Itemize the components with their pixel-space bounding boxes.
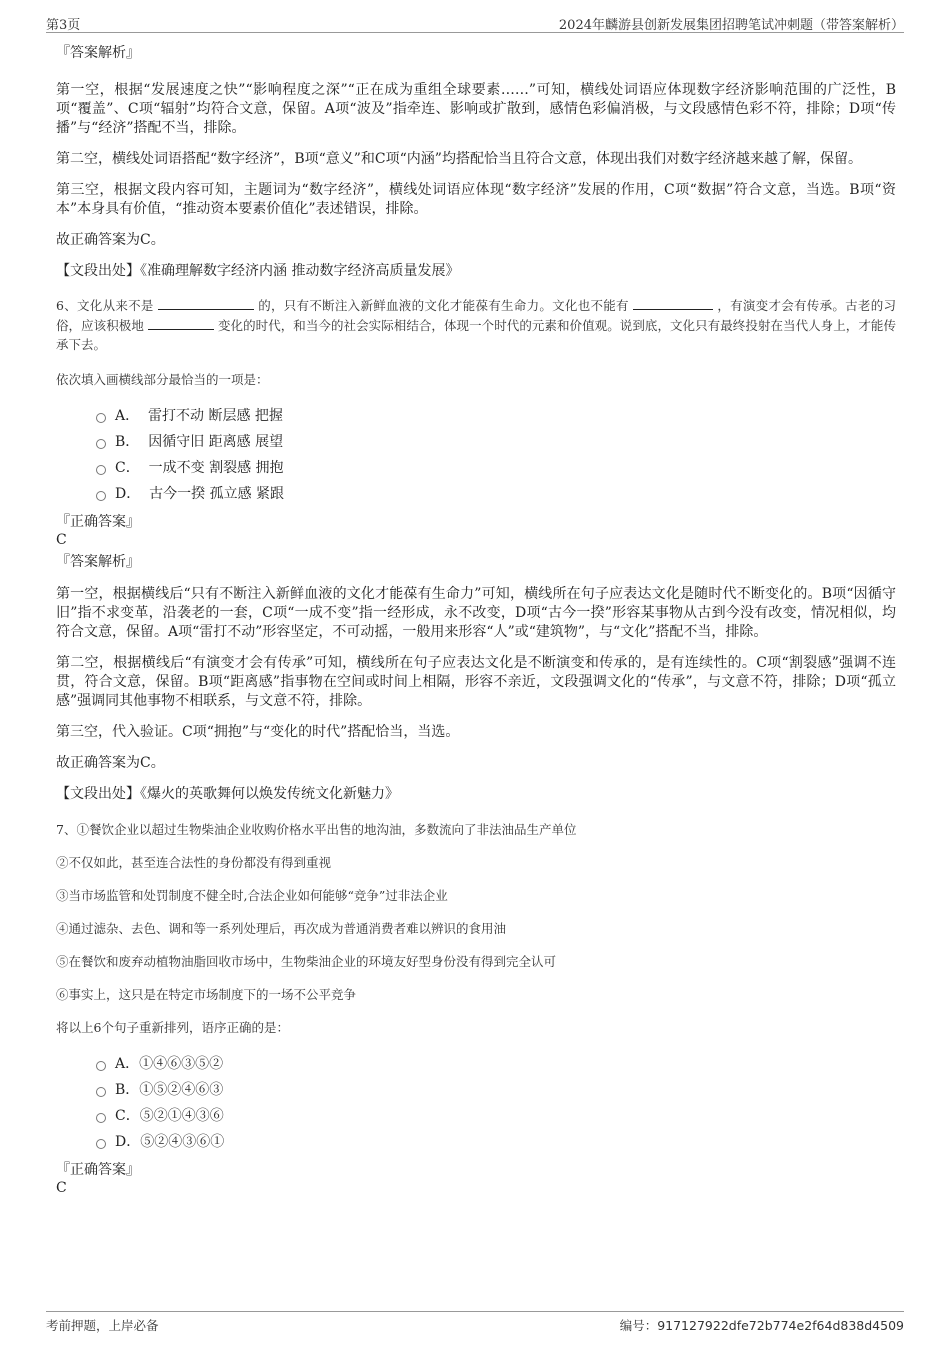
page-number: 第3页 — [46, 18, 81, 33]
radio-icon[interactable] — [96, 1087, 106, 1097]
sentence-1: 7、①餐饮企业以超过生物柴油企业收购价格水平出售的地沟油，多数流向了非法油品生产单位 — [56, 822, 577, 837]
question-prompt: 依次填入画横线部分最恰当的一项是： — [56, 372, 269, 387]
sentence-3: ③当市场监管和处罚制度不健全时,合法企业如何能够“竞争”过非法企业 — [56, 888, 448, 903]
conclusion: 故正确答案为C。 — [56, 755, 165, 771]
correct-answer-label: 『正确答案』 — [56, 1162, 140, 1178]
document-title: 2024年麟游县创新发展集团招聘笔试冲刺题（带答案解析） — [558, 18, 904, 33]
analysis-paragraph: 第一空，根据“发展速度之快”“影响程度之深”“正在成为重组全球要素……”可知，横线处词语应体现数字经济影响范围的广泛性，B项“覆盖”、C项“辐射”均符合文意，保留。A项“波及”指牵连、影响或扩散到，感情色彩偏消极，与文段感情色彩不符，排除；D项“传播”与“经济”搭配不当，排除。 — [56, 82, 896, 136]
sentence-5: ⑤在餐饮和废弃动植物油脂回收市场中，生物柴油企业的环境友好型身份没有得到完全认可 — [56, 954, 557, 969]
correct-answer-label: 『正确答案』 — [56, 514, 140, 530]
radio-icon[interactable] — [96, 1139, 106, 1149]
correct-answer: C — [56, 1180, 67, 1196]
passage-source: 【文段出处】《准确理解数字经济内涵 推动数字经济高质量发展》 — [56, 263, 460, 279]
passage-source: 【文段出处】《爆火的英歌舞何以焕发传统文化新魅力》 — [56, 786, 399, 802]
page-footer — [46, 1311, 904, 1336]
conclusion: 故正确答案为C。 — [56, 232, 165, 248]
option-d[interactable]: D．⑤②④③⑥① — [56, 1129, 896, 1155]
analysis-paragraph: 第二空，横线处词语搭配“数字经济”，B项“意义”和C项“内涵”均搭配恰当且符合文意，体现出我们对数字经济越来越了解，保留。 — [56, 151, 862, 167]
option-list — [56, 403, 896, 507]
correct-answer: C — [56, 532, 67, 548]
radio-icon[interactable] — [96, 465, 106, 475]
answer-blank — [158, 295, 254, 310]
option-a[interactable]: A． 雷打不动 断层感 把握 — [56, 403, 896, 429]
radio-icon[interactable] — [96, 491, 106, 501]
option-c[interactable]: C． 一成不变 割裂感 拥抱 — [56, 455, 896, 481]
radio-icon[interactable] — [96, 413, 106, 423]
analysis-paragraph: 第三空，根据文段内容可知，主题词为“数字经济”，横线处词语应体现“数字经济”发展的作用，C项“数据”符合文意，当选。B项“资本”本身具有价值，“推动资本要素价值化”表述错误，排除。 — [56, 182, 896, 217]
sentence-6: ⑥事实上，这只是在特定市场制度下的一场不公平竞争 — [56, 987, 357, 1002]
document-code: 编号：917127922dfe72b774e2f64d838d4509 — [619, 1318, 904, 1333]
option-list — [56, 1051, 896, 1155]
page-content — [56, 44, 896, 1197]
question-stem: 6、文化从来不是 的，只有不断注入新鲜血液的文化才能葆有生命力。文化也不能有 ，有演变才会有传承。古老的习俗，应该积极地 变化的时代，和当今的社会实际相结合，体现一个时代的元素和价值观。说到底，文化只有最终投射在当代人身上，才能传承下去。 — [56, 295, 896, 354]
analysis-paragraph: 第三空，代入验证。C项“拥抱”与“变化的时代”搭配恰当，当选。 — [56, 724, 460, 740]
analysis-paragraph: 第一空，根据横线后“只有不断注入新鲜血液的文化才能葆有生命力”可知，横线所在句子应表达文化是随时代不断变化的。B项“因循守旧”指不求变革，沿袭老的一套，C项“一成不变”指一经形成，永不改变，D项“古今一揆”形容某事物从古到今没有改变，情况相似，均符合文意，保留。A项“雷打不动”形容坚定，不可动摇，一般用来形容“人”或“建筑物”，与“文化”搭配不当，排除。 — [56, 586, 896, 640]
question-prompt: 将以上6个句子重新排列，语序正确的是： — [56, 1020, 289, 1035]
answer-blank — [633, 295, 713, 310]
radio-icon[interactable] — [96, 1113, 106, 1123]
page-header — [46, 12, 904, 33]
option-b[interactable]: B．①⑤②④⑥③ — [56, 1077, 896, 1103]
sentence-4: ④通过滤杂、去色、调和等一系列处理后，再次成为普通消费者难以辨识的食用油 — [56, 921, 507, 936]
option-c[interactable]: C．⑤②①④③⑥ — [56, 1103, 896, 1129]
analysis-paragraph: 第二空，根据横线后“有演变才会有传承”可知，横线所在句子应表达文化是不断演变和传承的，是有连续性的。C项“割裂感”强调不连贯，符合文意，保留。B项“距离感”指事物在空间或时间上相隔，形容不亲近，文段强调文化的“传承”，与文意不符，排除；D项“孤立感”强调同其他事物不相联系，与文意不符，排除。 — [56, 655, 896, 709]
option-b[interactable]: B． 因循守旧 距离感 展望 — [56, 429, 896, 455]
radio-icon[interactable] — [96, 439, 106, 449]
option-a[interactable]: A．①④⑥③⑤② — [56, 1051, 896, 1077]
answer-blank — [148, 315, 214, 330]
analysis-label: 『答案解析』 — [56, 554, 140, 570]
sentence-2: ②不仅如此，甚至连合法性的身份都没有得到重视 — [56, 855, 332, 870]
footer-slogan: 考前押题，上岸必备 — [46, 1318, 159, 1333]
analysis-label: 『答案解析』 — [56, 45, 140, 61]
radio-icon[interactable] — [96, 1061, 106, 1071]
option-d[interactable]: D． 古今一揆 孤立感 紧跟 — [56, 481, 896, 507]
